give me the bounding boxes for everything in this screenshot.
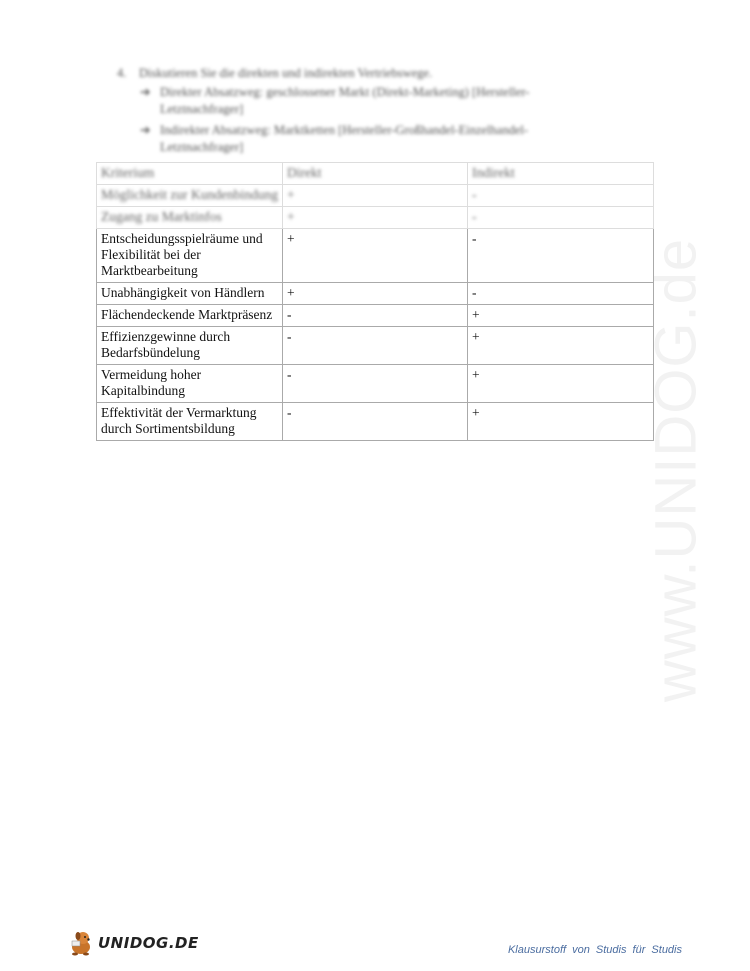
table-cell: + <box>468 403 654 441</box>
table-cell: Zugang zu Marktinfos <box>97 207 283 229</box>
table-row <box>97 207 654 229</box>
table-cell: - <box>468 229 654 283</box>
table-cell: Entscheidungsspielräume und Flexibilität bei der Marktbearbeitung <box>97 229 283 283</box>
table-row <box>97 305 654 327</box>
table-row <box>97 365 654 403</box>
table-cell: - <box>283 327 468 365</box>
logo-text: UNIDOG.DE <box>98 934 199 952</box>
arrow-icon: ➔ <box>140 123 151 137</box>
table-row <box>97 229 654 283</box>
dog-mascot-icon <box>66 928 96 958</box>
footer-tagline: Klausurstoff von Studis für Studis <box>507 944 682 956</box>
table-cell: Effektivität der Vermarktung durch Sortimentsbildung <box>97 403 283 441</box>
question-title: Diskutieren Sie die direkten und indirekten Vertriebswege. <box>139 66 433 80</box>
watermark: www.UNIDOG.de <box>643 237 709 703</box>
table-cell: + <box>283 283 468 305</box>
table-cell: - <box>283 403 468 441</box>
table-cell: - <box>468 185 654 207</box>
table-cell: - <box>283 365 468 403</box>
table-cell: + <box>283 185 468 207</box>
table-cell: + <box>283 229 468 283</box>
bullet-item <box>140 122 580 156</box>
bullet-list <box>140 84 580 160</box>
table-header-cell: Indirekt <box>468 163 654 185</box>
table-cell: Möglichkeit zur Kundenbindung <box>97 185 283 207</box>
table-row <box>97 403 654 441</box>
question-number: 4. <box>117 66 127 80</box>
table-header-cell: Kriterium <box>97 163 283 185</box>
table-cell: Effizienzgewinne durch Bedarfsbündelung <box>97 327 283 365</box>
table-cell: - <box>468 283 654 305</box>
table-header-row <box>97 163 654 185</box>
bullet-item <box>140 84 580 118</box>
comparison-table <box>96 162 654 441</box>
table-row <box>97 283 654 305</box>
table-cell: + <box>468 305 654 327</box>
table-cell: Flächendeckende Marktpräsenz <box>97 305 283 327</box>
table-header-cell: Direkt <box>283 163 468 185</box>
table-cell: + <box>468 365 654 403</box>
bullet-text: Direkter Absatzweg: geschlossener Markt (Direkt-Marketing) [Hersteller-Letztnachfrager] <box>160 85 530 116</box>
table-cell: + <box>468 327 654 365</box>
unidog-logo <box>66 928 199 958</box>
arrow-icon: ➔ <box>140 85 151 99</box>
table-cell: - <box>283 305 468 327</box>
table-cell: - <box>468 207 654 229</box>
table-cell: Vermeidung hoher Kapitalbindung <box>97 365 283 403</box>
table-row <box>97 327 654 365</box>
table-row <box>97 185 654 207</box>
question-heading <box>117 66 432 81</box>
table-cell: Unabhängigkeit von Händlern <box>97 283 283 305</box>
table-cell: + <box>283 207 468 229</box>
bullet-text: Indirekter Absatzweg: Marktketten [Hersteller-Großhandel-Einzelhandel-Letztnachfrager] <box>160 123 528 154</box>
